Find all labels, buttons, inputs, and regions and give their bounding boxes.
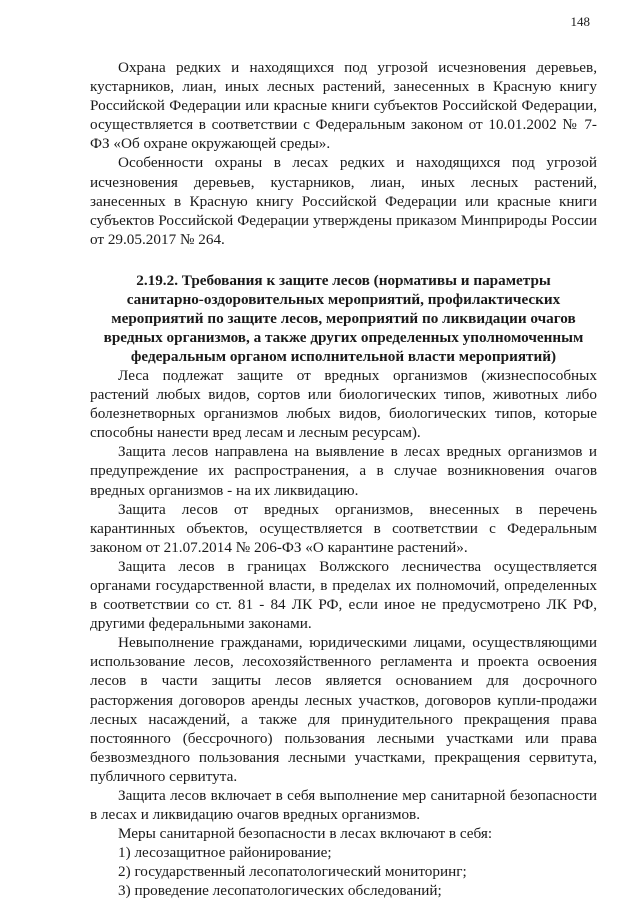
section-heading: 2.19.2. Требования к защите лесов (нормативы и параметры санитарно-оздоровительных мероприятий, профилактических мероприятий по защите лесов, мероприятий по ликвидации очагов вредных организмов, а также других определенных уполномоченным федеральным органом исполнительной власти мероприятий) [103, 271, 584, 365]
list-item: 1) лесозащитное районирование; [118, 844, 332, 862]
paragraph-rare-species-features: Особенности охраны в лесах редких и находящихся под угрозой исчезновения деревьев, кустарников, лиан, иных лесных растений, занесенных в Красную книгу Российской Федерации или красные книги субъектов Российской Федерации утверждены приказом Минприроды России от 29.05.2017 № 264. [90, 154, 597, 248]
paragraph-quarantine: Защита лесов от вредных организмов, внесенных в перечень карантинных объектов, осуществляется в соответствии с Федеральным законом от 21.07.2014 № 206-ФЗ «О карантине растений». [90, 500, 597, 556]
paragraph-protection-includes: Защита лесов включает в себя выполнение мер санитарной безопасности в лесах и ликвидацию очагов вредных организмов. [90, 787, 597, 824]
page-number: 148 [570, 14, 590, 29]
paragraph-forest-protection: Леса подлежат защите от вредных организмов (жизнеспособных растений любых видов, сортов или биологических типов, животных либо болезнетворных организмов любых видов, биологических типов, которые способны нанести вред лесам и лесным ресурсам). [90, 366, 597, 442]
list-item: 3) проведение лесопатологических обследований; [118, 882, 442, 900]
paragraph-rare-species-protection: Охрана редких и находящихся под угрозой исчезновения деревьев, кустарников, лиан, иных лесных растений, занесенных в Красную книгу Российской Федерации или красные книги субъектов Российской Федерации, осуществляется в соответствии с Федеральным законом от 10.01.2002 № 7-ФЗ «Об охране окружающей среды». [90, 59, 597, 153]
paragraph-authority: Защита лесов в границах Волжского лесничества осуществляется органами государственной власти, в пределах их полномочий, определенных в соответствии со ст. 81 - 84 ЛК РФ, если иное не предусмотрено ЛК РФ, другими федеральными законами. [90, 557, 597, 633]
list-item: 2) государственный лесопатологический мониторинг; [118, 863, 467, 881]
paragraph-non-compliance: Невыполнение гражданами, юридическими лицами, осуществляющими использование лесов, лесохозяйственного регламента и проекта освоения лесов в части защиты лесов является основанием для досрочного расторжения договоров аренды лесных участков, договоров купли-продажи лесных насаждений, а также для принудительного прекращения права постоянного (бессрочного) пользования лесными участками или права безвозмездного пользования лесными участками, прекращения сервитута, публичного сервитута. [90, 634, 597, 785]
paragraph-sanitary-measures: Меры санитарной безопасности в лесах включают в себя: [118, 825, 493, 843]
document-body [90, 58, 597, 901]
paragraph-protection-aim: Защита лесов направлена на выявление в лесах вредных организмов и предупреждение их распространения, а в случае возникновения очагов вредных организмов - на их ликвидацию. [90, 443, 597, 499]
